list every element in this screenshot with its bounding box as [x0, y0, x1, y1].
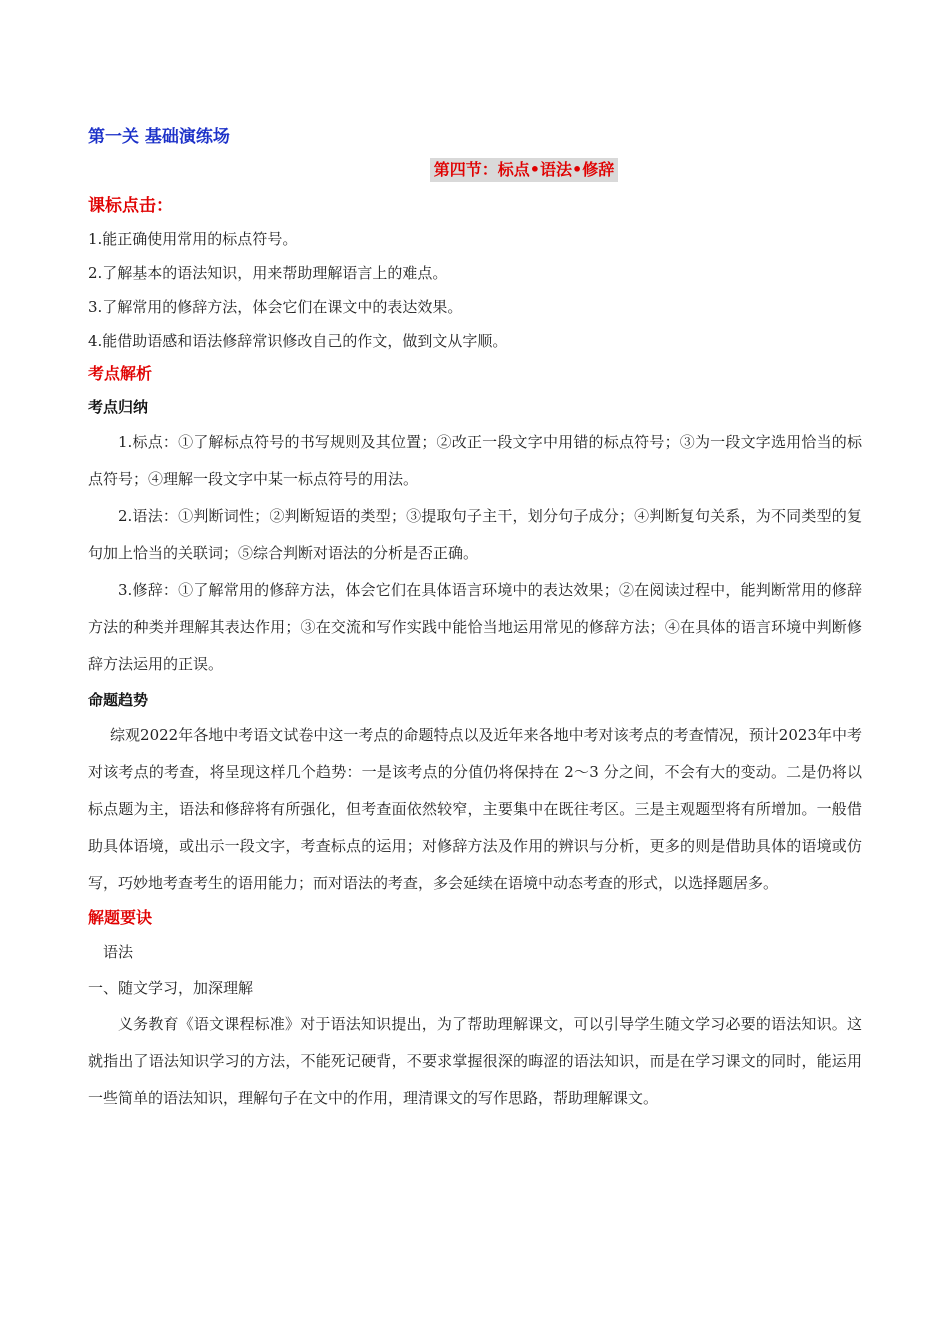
curriculum-item: 1.能正确使用常用的标点符号。 [88, 230, 298, 248]
section-title: 第四节：标点•语法•修辞 [430, 158, 618, 182]
curriculum-item: 4.能借助语感和语法修辞常识修改自己的作文，做到文从字顺。 [88, 332, 508, 350]
exam-point-paragraph: 1.标点：①了解标点符号的书写规则及其位置；②改正一段文字中用错的标点符号；③为一段文字选用恰当的标点符号；④理解一段文字中某一标点符号的用法。 [88, 433, 862, 488]
curriculum-item: 2.了解基本的语法知识，用来帮助理解语言上的难点。 [88, 264, 448, 282]
document-content [88, 122, 862, 1117]
summary-heading: 考点归纳 [88, 398, 149, 416]
trend-paragraph: 综观2022年各地中考语文试卷中这一考点的命题特点以及近年来各地中考对该考点的考查情况，预计2023年中考对该考点的考查，将呈现这样几个趋势：一是该考点的分值仍将保持在 2～3 分之间，不会有大的变动。二是仍将以标点题为主，语法和修辞将有所强化，但考查面依然较窄，主要集中在既往考区。三是主观题型将有所增加。一般借助具体语境，或出示一段文字，考查标点的运用；对修辞方法及作用的辨识与分析，更多的则是借助具体的语境或仿写，巧妙地考查考生的语用能力；而对语法的考查，多会延续在语境中动态考查的形式，以选择题居多。 [88, 726, 862, 892]
section-title-wrap [88, 158, 862, 186]
exam-point-paragraph: 3.修辞：①了解常用的修辞方法，体会它们在具体语言环境中的表达效果；②在阅读过程中，能判断常用的修辞方法的种类并理解其表达作用；③在交流和写作实践中能恰当地运用常见的修辞方法；④在具体的语言环境中判断修辞方法运用的正误。 [88, 581, 862, 673]
tips-subheading: 语法 [103, 943, 134, 961]
analysis-heading: 考点解析 [88, 364, 153, 383]
chapter-title: 第一关 基础演练场 [88, 127, 230, 147]
tips-paragraph: 义务教育《语文课程标准》对于语法知识提出，为了帮助理解课文，可以引导学生随文学习必要的语法知识。这就指出了语法知识学习的方法，不能死记硬背，不要求掌握很深的晦涩的语法知识，而是在学习课文的同时，能运用一些简单的语法知识，理解句子在文中的作用，理清课文的写作思路，帮助理解课文。 [88, 1015, 862, 1107]
exam-point-paragraph: 2.语法：①判断词性；②判断短语的类型；③提取句子主干，划分句子成分；④判断复句关系，为不同类型的复句加上恰当的关联词；⑤综合判断对语法的分析是否正确。 [88, 507, 862, 562]
curriculum-heading: 课标点击： [88, 196, 173, 216]
tips-part-title: 一、随文学习，加深理解 [88, 979, 254, 997]
tips-heading: 解题要诀 [88, 908, 153, 927]
trend-heading: 命题趋势 [88, 691, 149, 709]
curriculum-item: 3.了解常用的修辞方法，体会它们在课文中的表达效果。 [88, 298, 463, 316]
